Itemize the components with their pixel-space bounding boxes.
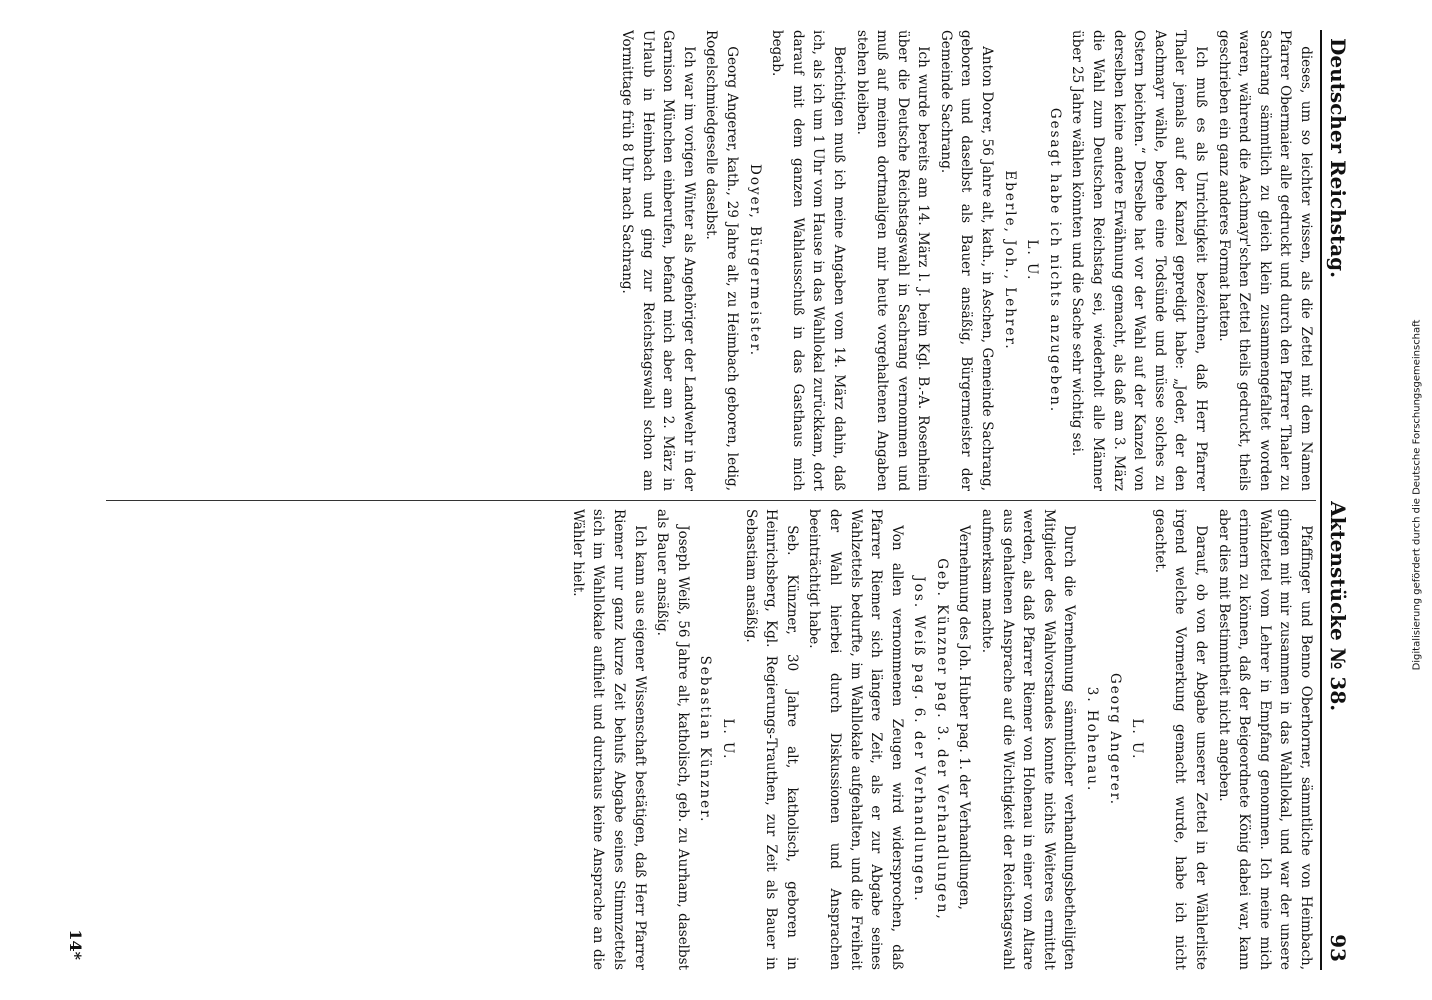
paragraph: Gesagt habe ich nichts anzugeben. xyxy=(1046,107,1063,414)
paragraph: L. U. xyxy=(1129,718,1146,761)
rotated-newspaper-page xyxy=(66,30,1366,970)
paragraph: Jos. Weiß pag. 6. der Verhandlungen. xyxy=(911,576,928,903)
paragraph: Seb. Künzner, 30 Jahre alt, katholisch, geboren in Heinrichsberg, Kgl. Regierungs-Trauthen, zur Zeit als Bauer in Sebastiam ansäßig. xyxy=(742,509,800,970)
paragraph: L. U. xyxy=(1024,239,1041,282)
paragraph: Georg Angerer, kath., 29 Jahre alt, zu Heimbach geboren, ledig, Rogelschmiedgeselle daselbst. xyxy=(703,30,740,491)
column-divider xyxy=(106,500,1316,501)
header-center: Aktenstücke № 38. xyxy=(1326,501,1350,712)
paragraph: Ich muß es als Unrichtigkeit bezeichnen, daß Herr Pfarrer Thaler jemals auf der Kanzel gepredigt habe: „Jeder, der den Aachmayr wähle, begehe eine Todsünde und müsse solches zu Ostern beichten.“ Derselbe hat vor der Wahl auf der Kanzel von derselben keine andere Erwähnung gemacht, als daß am 3. März die Wahl zum Deutschen Reichstag sei, wiederholt alle Männer über 25 Jahre wählen könnten und die Sache sehr wichtig sei. xyxy=(1069,30,1210,491)
running-head xyxy=(1320,30,1366,970)
paragraph: Ich war im vorigen Winter als Angehöriger der Landwehr in der Garnison München einberufen, befand mich aber am 2. März in Urlaub in Heimbach und ging zur Reichstagswahl schon am Vormittage früh 8 Uhr nach Sachrang. xyxy=(619,30,697,491)
digitization-note xyxy=(1406,20,1428,970)
paragraph: Pfaffinger und Benno Oberhorner, sämmtliche von Heimbach, gingen mit mir zusammen in das Wahllokal, und war der unsere Wahlzettel vom Lehrer in Empfang genommen. Ich meine mich erinnern zu können, daß der Beigeordnete König dabei war, kann aber dies mit Bestimmtheit nicht angeben. xyxy=(1215,509,1314,970)
digitization-text: Digitalisierung gefördert durch die Deutsche Forschungsgemeinschaft xyxy=(1411,319,1423,671)
paragraph: Georg Angerer. xyxy=(1106,672,1123,807)
page-number: 93 xyxy=(1326,934,1350,962)
paragraph: Anton Dorer, 56 Jahre alt, kath., in Aschen, Gemeinde Sachrang, geboren und daselbst als Bauer ansäßig, Bürgermeister der Gemeinde Sachrang. xyxy=(937,30,996,491)
paragraph: Sebastian Künzner. xyxy=(697,655,714,824)
signature-mark: 14* xyxy=(66,929,85,960)
paragraph: Durch die Vernehmung sämmtlicher verhandlungsbetheiligten Mitglieder des Wahlvorstandes konnte nichts Weiteres ermittelt werden, als daß Pfarrer Riemer von Hohenau in einer vom Altare aus gehaltenen Ansprache auf die Wichtigkeit der Reichstagswahl aufmerksam machte. xyxy=(979,509,1078,970)
paragraph: Eberle, Joh., Lehrer. xyxy=(1001,170,1018,351)
right-column xyxy=(106,509,1316,970)
paragraph: 3. Hohenau. xyxy=(1084,686,1101,793)
paragraph: Ich kann aus eigener Wissenschaft bestätigen, daß Herr Pfarrer Riemer nur ganz kurze Zeit behufs Abgabe seines Stimmzettels sich im Wahllokale aufhielt und durchaus keine Ansprache an die Wähler hielt. xyxy=(569,509,648,970)
paragraph: Vernehmung des Joh. Huber pag. 1. der Verhandlungen, xyxy=(956,525,973,910)
left-column xyxy=(106,30,1316,491)
paragraph: Von allen vernommenen Zeugen wird widersprochen, daß Pfarrer Riemer sich längere Zeit, als er zur Abgabe seines Wahlzettels bedurfte, im Wahllokale aufgehalten, und die Freiheit der Wahl hierbei durch Diskussionen und Ansprachen beeinträchtigt habe. xyxy=(806,509,905,970)
paragraph: L. U. xyxy=(719,718,736,761)
paragraph: Doyer, Bürgermeister. xyxy=(746,164,763,357)
header-left: Deutscher Reichstag. xyxy=(1326,38,1350,279)
paragraph: Joseph Weiß, 56 Jahre alt, katholisch, geb. zu Aurham, daselbst als Bauer ansäßig. xyxy=(654,509,691,970)
paragraph: Ich wurde bereits am 14. März l. J. beim Kgl. B.-A. Rosenheim über die Deutsche Reichstagswahl in Sachrang vernommen und muß auf meinen dortmaligen mir heute vorgehaltenen Angaben stehen bleiben. xyxy=(853,30,932,491)
paragraph: Berichtigen muß ich meine Angaben vom 14. März dahin, daß ich, als ich um 1 Uhr vom Hause in das Wahllokal zurückkam, dort darauf mit dem ganzen Wahlausschuß in das Gasthaus mich begab. xyxy=(769,30,847,491)
paragraph: Geb. Künzner pag. 3. der Verhandlungen, xyxy=(933,558,950,921)
paragraph: Darauf, ob von der Abgabe unserer Zettel in der Wählerliste irgend welche Vormerkung gemacht wurde, habe ich nicht geachtet. xyxy=(1151,509,1210,970)
paragraph: dieses, um so leichter wissen, als die Zettel mit dem Namen Pfarrer Obermaier alle gedruckt und durch den Pfarrer Thaler zu Sachrang sämmtlich zu gleich klein zusammengefaltet worden waren, während die Aachmayr'schen Zettel theils gedruckt, theils geschrieben ein ganz anderes Format hatten. xyxy=(1215,30,1314,491)
